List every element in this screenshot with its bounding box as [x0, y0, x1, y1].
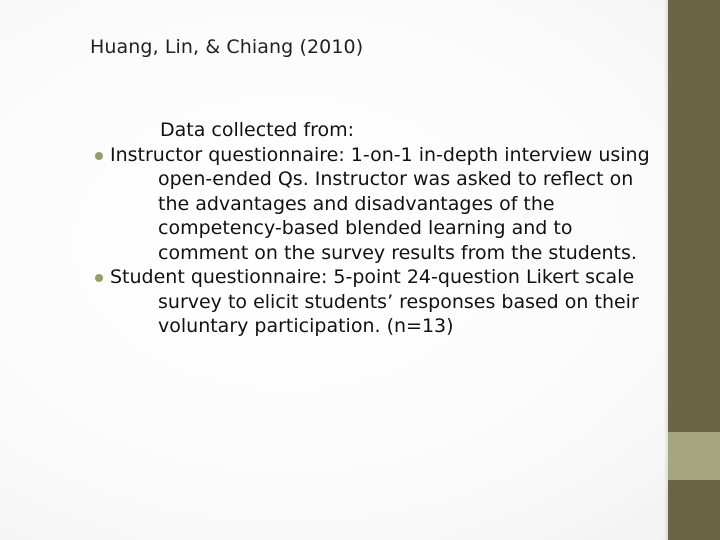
- bullet-text: Instructor questionnaire: 1-on-1 in-depth interview using open-ended Qs. Instructor was asked to reflect on the advantages and disadvantages of the competency-based blended learning and to comment on the survey results from the students.: [110, 143, 650, 264]
- intro-text: Data collected from:: [160, 119, 355, 141]
- bullet-text: Student questionnaire: 5-point 24-question Likert scale survey to elicit students’ responses based on their voluntary participation. (n=13): [110, 266, 639, 337]
- bullet-dot-icon: [95, 274, 103, 282]
- bullet-item-student: [110, 265, 660, 339]
- bullet-item-instructor: [110, 143, 660, 266]
- slide-body: [110, 118, 660, 339]
- slide-title: Huang, Lin, & Chiang (2010): [90, 36, 364, 58]
- bullet-dot-icon: [95, 152, 103, 160]
- sidebar-accent-block: [668, 432, 720, 480]
